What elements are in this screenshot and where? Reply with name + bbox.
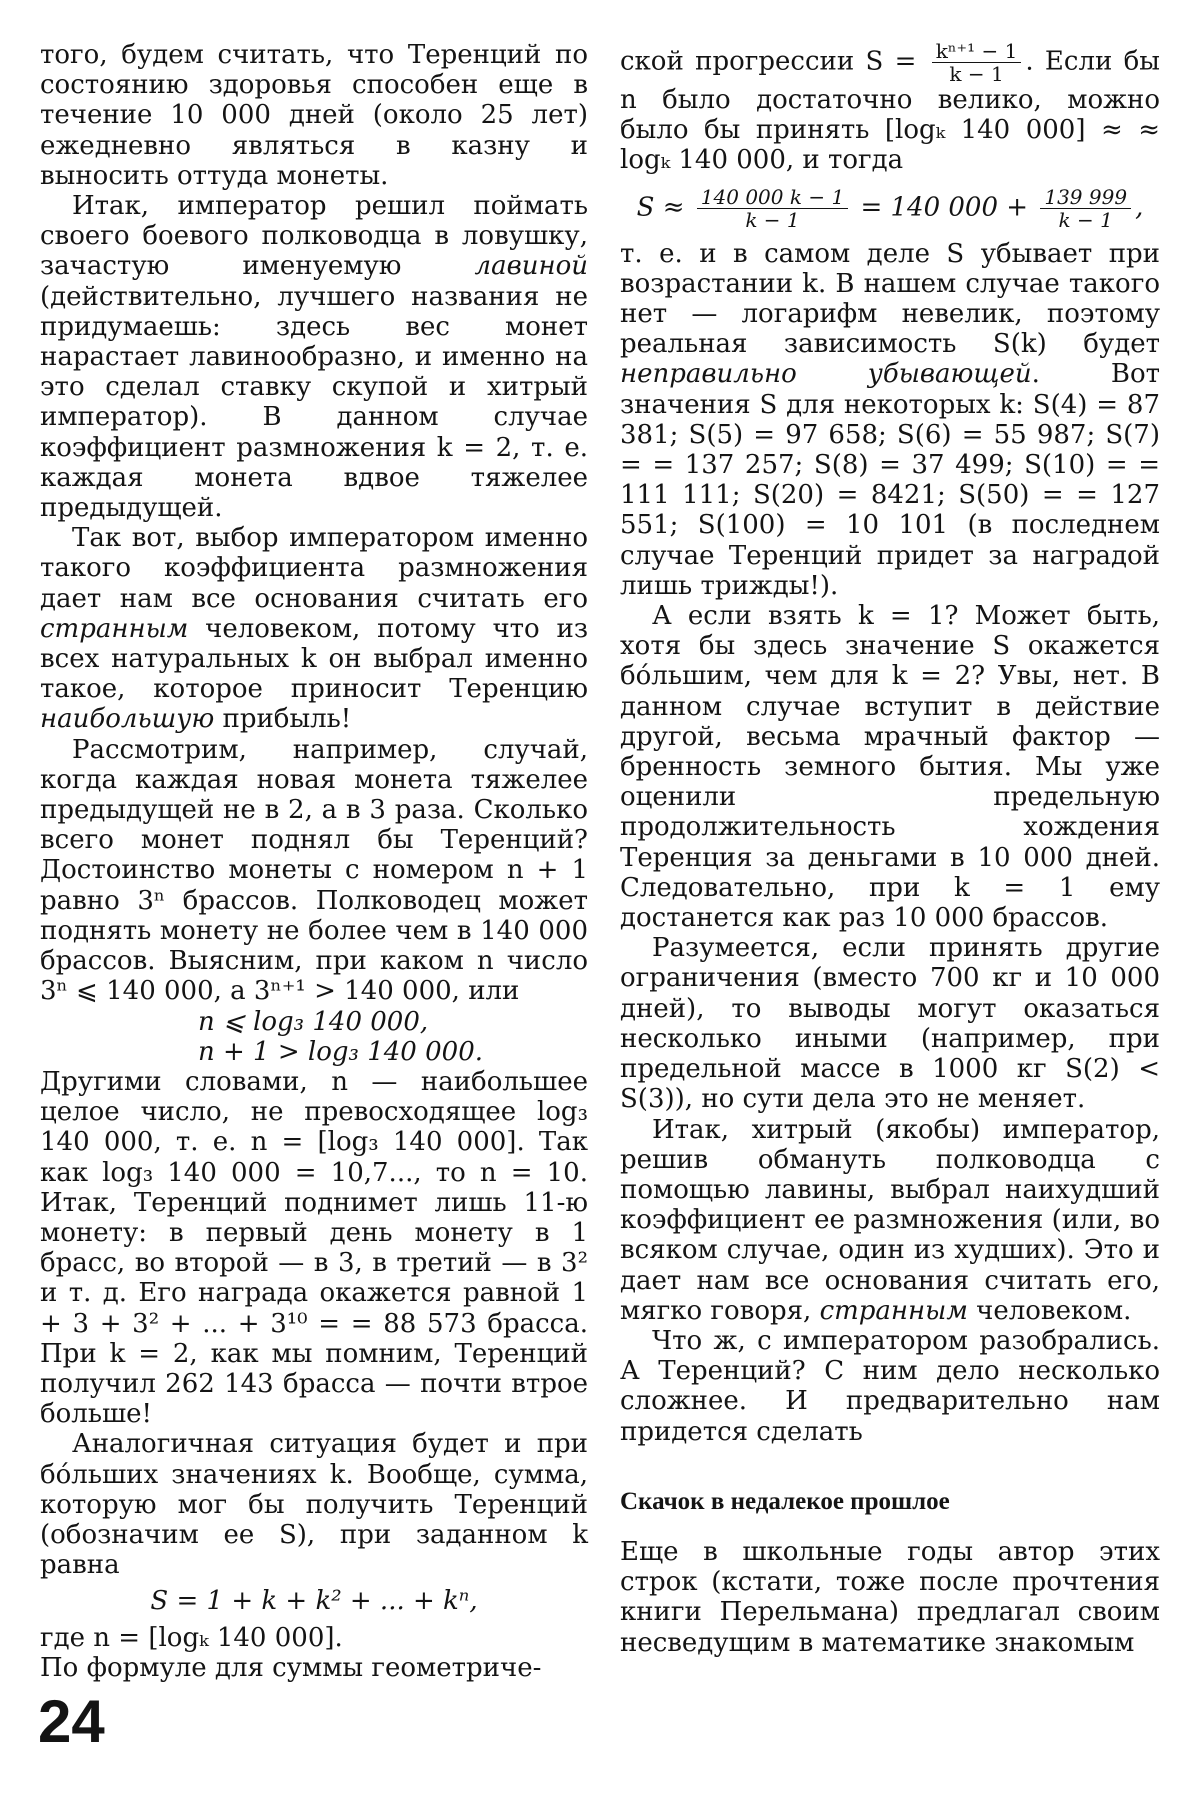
inequality-formula [40, 1007, 588, 1067]
paragraph: того, будем считать, что Теренций по состоянию здоровья способен еще в течение 10 000 дней (около 25 лет) ежедневно являться в казну и выносить оттуда монеты. [40, 40, 588, 191]
page-number: 24 [38, 1688, 105, 1755]
fraction: $\frac{\text{kⁿ⁺¹ − 1}}{k - 1}$ [932, 40, 1022, 85]
approx-formula: S ≈ $\frac{140 000 k - 1}{k - 1}$ = 140 000 + $\frac{139 999}{k - 1}$ , [636, 184, 1144, 232]
paragraph: Итак, император решил поймать своего боевого полководца в ловушку, зачастую именуемую лавиной (действительно, лучшего названия не придумаешь: здесь вес монет нарастает лавинообразно, и именно на это сделал ставку скупой и хитрый император). В данном случае коэффициент размножения k = 2, т. е. каждая монета вдвое тяжелее предыдущей. [40, 191, 588, 524]
paragraph: По формуле для суммы геометриче- [40, 1652, 542, 1683]
formula-line: n + 1 > log₃ 140 000. [198, 1036, 483, 1067]
paragraph: Что ж, с императором разобрались. А Теренций? С ним дело несколько сложнее. И предварительно нам придется сделать [620, 1325, 1160, 1447]
paragraph: Рассмотрим, например, случай, когда каждая новая монета тяжелее предыдущей не в 2, а в 3 раза. Сколько всего монет поднял бы Теренций? Достоинство монеты с номером n + 1 равно 3ⁿ брассов. Полководец может поднять монету не более чем в 140 000 брассов. Выясним, при каком n число 3ⁿ ⩽ 140 000, а 3ⁿ⁺¹ > 140 000, или [40, 734, 588, 1007]
paragraph: Итак, хитрый (якобы) император, решив обмануть полководца с помощью лавины, выбрал наихудший коэффициент ее размножения (или, во всяком случае, один из худших). Это и дает нам все основания считать его, мягко говоря, странным человеком. [620, 1114, 1160, 1326]
paragraph: Аналогичная ситуация будет и при бо́льших значениях k. Вообще, сумма, которую мог бы получить Теренций (обозначим ее S), при заданном k равна [40, 1429, 588, 1581]
fraction: $\frac{139 999}{k - 1}$ [1040, 186, 1131, 231]
formula-line: n ⩽ log₃ 140 000, [198, 1006, 429, 1037]
section-heading: Скачок в недалекое прошлое [620, 1487, 950, 1515]
paragraph: Еще в школьные годы автор этих строк (кстати, тоже после прочтения книги Перельмана) предлагал своим несведущим в математике знакомым [620, 1536, 1160, 1658]
sum-formula: S = 1 + k + k² + ... + kⁿ, [150, 1586, 478, 1617]
paragraph: ской прогрессии S = $\frac{\text{kⁿ⁺¹ − 1}}{k - 1}$ . Если бы n было достаточно велико, можно было бы принять [logₖ 140 000] ≈ ≈ logₖ 140 000, и тогда [620, 39, 1160, 176]
paragraph: Разумеется, если принять другие ограничения (вместо 700 кг и 10 000 дней), то выводы могут оказаться несколько иными (например, при предельной массе в 1000 кг S(2) < S(3)), но сути дела это не меняет. [620, 933, 1160, 1115]
paragraph: т. е. и в самом деле S убывает при возрастании k. В нашем случае такого нет — логарифм невелик, поэтому реальная зависимость S(k) будет неправильно убывающей. Вот значения S для некоторых k: S(4) = 87 381; S(5) = 97 658; S(6) = 55 987; S(7) = = 137 257; S(8) = 37 499; S(10) = = 111 111; S(20) = 8421; S(50) = = 127 551; S(100) = 10 101 (в последнем случае Теренций придет за наградой лишь трижды!). [620, 238, 1160, 601]
paragraph: Другими словами, n — наибольшее целое число, не превосходящее log₃ 140 000, т. е. n = [log₃ 140 000]. Так как log₃ 140 000 = 10,7..., то n = 10. Итак, Теренций поднимет лишь 11-ю монету: в первый день монету в 1 брасс, во второй — в 3, в третий — в 3² и т. д. Его награда окажется равной 1 + 3 + 3² + ... + 3¹⁰ = = 88 573 брасса. При k = 2, как мы помним, Теренций получил 262 143 брасса — почти втрое больше! [40, 1066, 588, 1430]
right-column [620, 40, 1160, 1658]
paragraph: А если взять k = 1? Может быть, хотя бы здесь значение S окажется бо́льшим, чем для k = 2? Увы, нет. В данном случае вступит в действие другой, весьма мрачный фактор — бренность земного бытия. Мы уже оценили предельную продолжительность хождения Теренция за деньгами в 10 000 дней. Следовательно, при k = 1 ему достанется как раз 10 000 брассов. [620, 601, 1160, 934]
paragraph: где n = [logₖ 140 000]. [40, 1622, 343, 1653]
paragraph: Так вот, выбор императором именно такого коэффициента размножения дает нам все основания считать его странным человеком, потому что из всех натуральных k он выбрал именно такое, которое приносит Теренцию наибольшую прибыль! [40, 523, 588, 735]
left-column [40, 40, 588, 1683]
fraction: $\frac{140 000 k - 1}{k - 1}$ [697, 186, 848, 231]
